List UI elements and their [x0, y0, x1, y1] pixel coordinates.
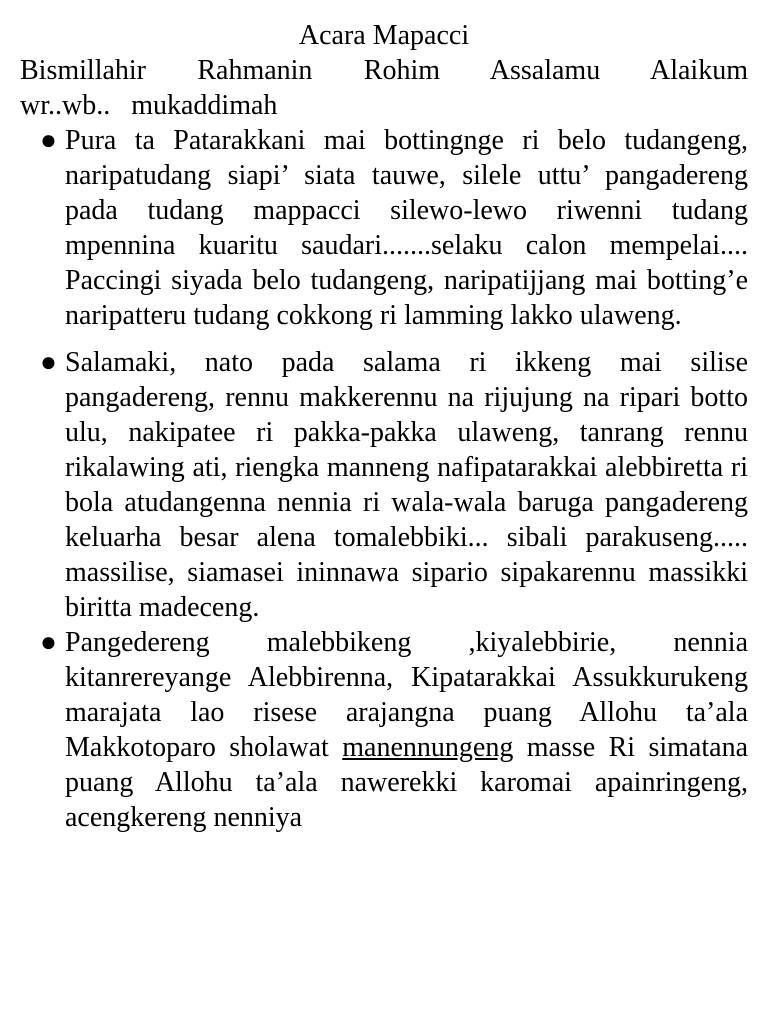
document-title: Acara Mapacci [298, 20, 470, 51]
bullet-list [20, 123, 748, 835]
bullet-icon: ● [40, 125, 57, 156]
list-item-text: Salamaki, nato pada salama ri ikkeng mai silise pangadereng, rennu makkerennu na rijujung na ripari botto ulu, nakipatee ri pakka-pakka ulaweng, tanrang rennu rikalawing ati, riengka manneng nafipatarakkai alebbiretta ri bola atudangenna nennia ri wala-wala baruga pangadereng keluarha besar alena tomalebbiki... sibali parakuseng..... massilise, siamasei ininnawa sipario sipakarennu massikki biritta madeceng. [65, 347, 748, 623]
bullet-icon: ● [40, 627, 57, 658]
list-item [20, 625, 748, 835]
intro-line-1: Bismillahir Rahmanin Rohim Assalamu Alaikum [20, 55, 748, 86]
list-item-text: Pura ta Patarakkani mai bottingnge ri belo tudangeng, naripatudang siapi’ siata tauwe, silele uttu’ pangadereng pada tudang mappacci silewo-lewo riwenni tudang mpennina kuaritu saudari.......selaku calon mempelai.... Paccingi siyada belo tudangeng, naripatijjang mai botting’e naripatteru tudang cokkong ri lamming lakko ulaweng. [65, 125, 748, 331]
list-item-text-before: Pangedereng malebbikeng ,kiyalebbirie, nennia kitanrereyange Alebbirenna, Kipatarakkai Assukkurukeng marajata lao risese arajangna puang Allohu ta’ala Makkotoparo sholawat [65, 627, 748, 763]
intro-line-2: wr..wb.. mukaddimah [20, 90, 278, 121]
underlined-word: manennungeng [342, 732, 514, 763]
intro-paragraph [20, 53, 748, 123]
list-item-text-after: masse Ri simatana puang Allohu ta’ala nawerekki karomai apainringeng, acengkereng nenniya [65, 732, 748, 833]
list-item [20, 345, 748, 625]
list-item [20, 123, 748, 333]
bullet-icon: ● [40, 347, 57, 378]
